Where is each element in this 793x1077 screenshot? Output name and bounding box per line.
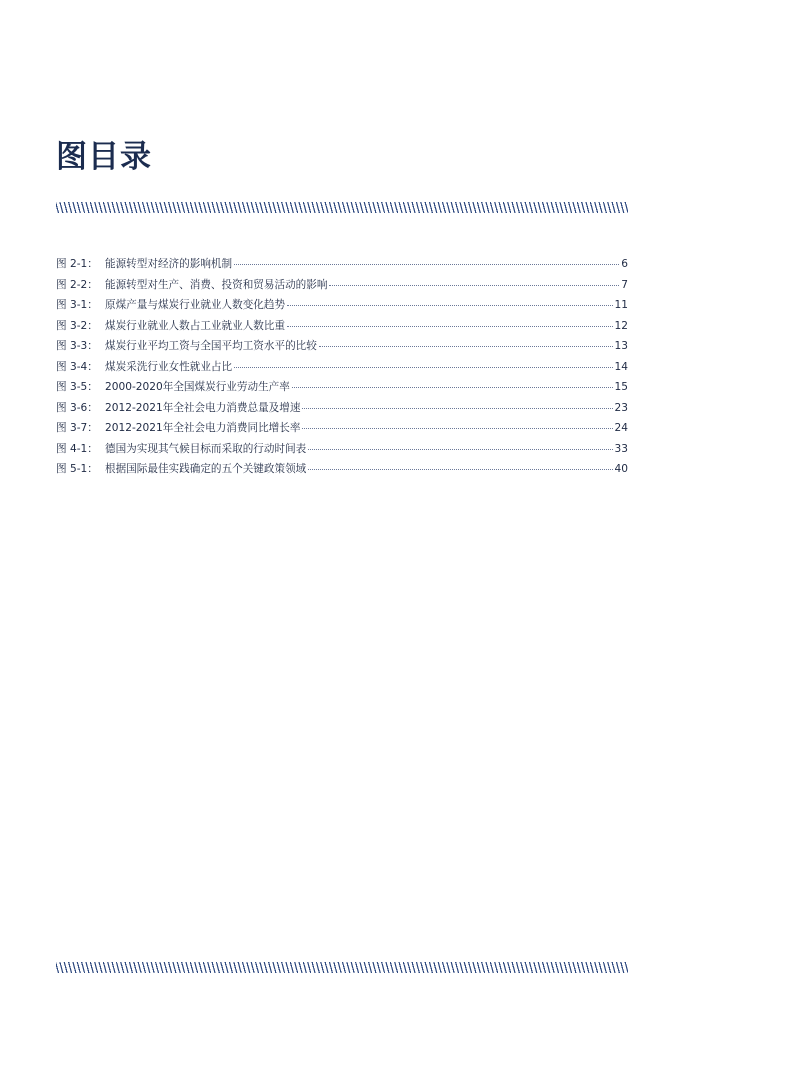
top-hatch-divider <box>56 202 628 213</box>
figure-number: 图 4-1： <box>56 442 98 455</box>
figure-title[interactable]: 2012-2021年全社会电力消费同比增长率 <box>105 422 301 434</box>
page-number: 15 <box>614 381 628 393</box>
figure-number: 图 5-1： <box>56 463 98 475</box>
dot-leader <box>292 386 613 388</box>
toc-entry[interactable] <box>56 318 628 339</box>
toc-entry[interactable] <box>56 441 628 462</box>
page-number: 7 <box>621 278 628 291</box>
figure-title[interactable]: 煤炭采洗行业女性就业占比 <box>105 360 233 373</box>
page-number: 12 <box>614 319 628 332</box>
figure-title[interactable]: 能源转型对经济的影响机制 <box>105 258 233 270</box>
dot-leader <box>329 284 619 286</box>
toc-entry[interactable] <box>56 359 628 380</box>
dot-leader <box>234 366 612 368</box>
dot-leader <box>302 427 612 429</box>
figure-title[interactable]: 根据国际最佳实践确定的五个关键政策领域 <box>105 463 307 475</box>
page-number: 6 <box>621 258 628 270</box>
page-number: 14 <box>614 360 628 373</box>
page-number: 40 <box>614 463 628 475</box>
figure-number: 图 3-5： <box>56 381 98 393</box>
figure-number: 图 3-3： <box>56 340 98 352</box>
dot-leader <box>319 345 613 347</box>
page-number: 23 <box>614 401 628 414</box>
toc-entry[interactable] <box>56 338 628 359</box>
figure-number: 图 3-7： <box>56 422 98 434</box>
figure-title[interactable]: 2012-2021年全社会电力消费总量及增速 <box>105 401 301 414</box>
toc-entry[interactable] <box>56 400 628 421</box>
figure-title[interactable]: 2000-2020年全国煤炭行业劳动生产率 <box>105 381 290 393</box>
figure-number: 图 3-1： <box>56 299 98 311</box>
dot-leader <box>302 407 612 409</box>
page-number: 11 <box>614 299 628 311</box>
toc-entry[interactable] <box>56 461 628 482</box>
figure-number: 图 3-6： <box>56 401 98 414</box>
page-number: 33 <box>614 442 628 455</box>
page-title: 图目录 <box>56 138 152 175</box>
dot-leader <box>287 325 612 327</box>
dot-leader <box>308 468 612 470</box>
figure-list <box>56 256 628 482</box>
figure-number: 图 3-2： <box>56 319 98 332</box>
dot-leader <box>234 263 619 265</box>
toc-entry[interactable] <box>56 420 628 441</box>
toc-entry[interactable] <box>56 297 628 318</box>
page-number: 13 <box>614 340 628 352</box>
toc-entry[interactable] <box>56 256 628 277</box>
figure-number: 图 2-1： <box>56 258 98 270</box>
dot-leader <box>287 304 612 306</box>
figure-title[interactable]: 德国为实现其气候目标而采取的行动时间表 <box>105 442 307 455</box>
figure-title[interactable]: 能源转型对生产、消费、投资和贸易活动的影响 <box>105 278 328 291</box>
toc-entry[interactable] <box>56 277 628 298</box>
figure-title[interactable]: 煤炭行业平均工资与全国平均工资水平的比较 <box>105 340 317 352</box>
page-number: 24 <box>614 422 628 434</box>
figure-number: 图 3-4： <box>56 360 98 373</box>
bottom-hatch-divider <box>56 962 628 973</box>
dot-leader <box>308 448 612 450</box>
figure-title[interactable]: 煤炭行业就业人数占工业就业人数比重 <box>105 319 286 332</box>
toc-entry[interactable] <box>56 379 628 400</box>
figure-number: 图 2-2： <box>56 278 98 291</box>
figure-title[interactable]: 原煤产量与煤炭行业就业人数变化趋势 <box>105 299 286 311</box>
